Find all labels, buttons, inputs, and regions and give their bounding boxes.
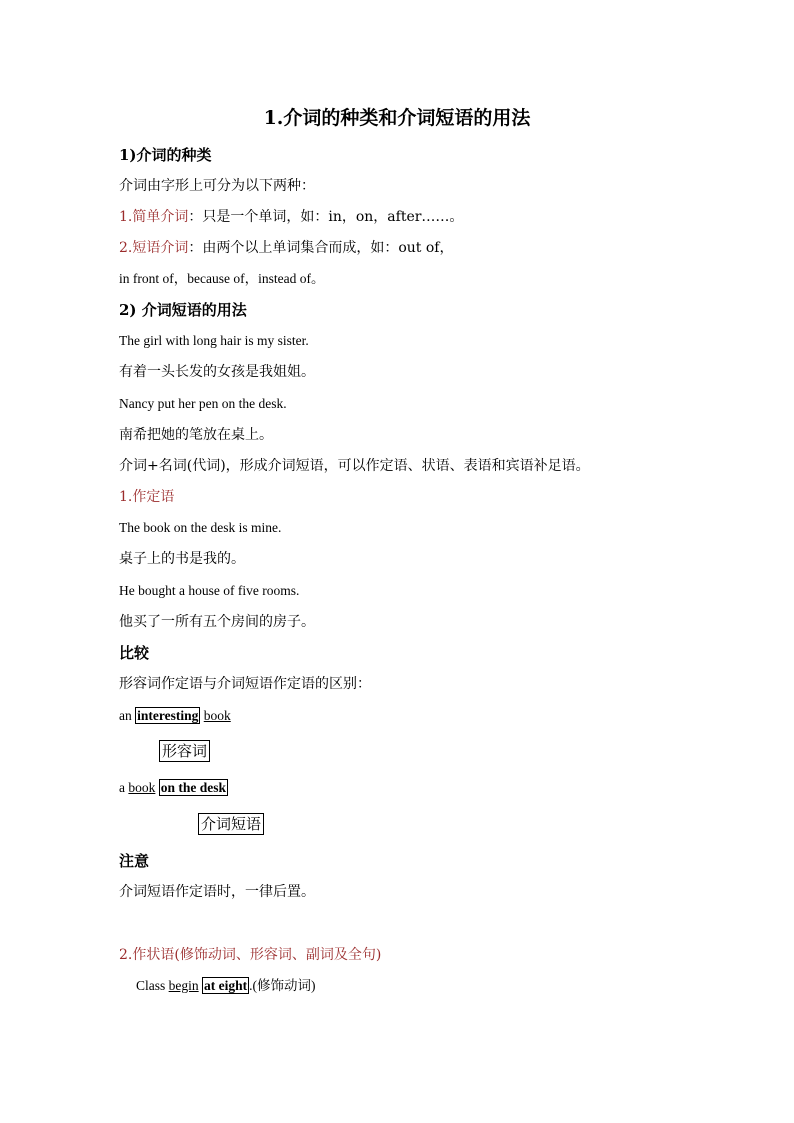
example-sentence-en: The girl with long hair is my sister.: [119, 333, 309, 348]
example-sentence-en: Nancy put her pen on the desk.: [119, 396, 287, 411]
phrase-preposition-line: [119, 238, 454, 258]
simple-preposition-text: ：只是一个单词，如：in，on，after……。: [188, 209, 464, 225]
usage-rule: 介词+名词(代词)，形成介词短语，可以作定语、状语、表语和宾语补足语。: [119, 458, 590, 474]
article: an: [119, 708, 132, 723]
section-heading-usage: 2) 介词短语的用法: [119, 301, 247, 319]
subject-word: Class: [136, 978, 166, 993]
boxed-phrase: at eight: [204, 978, 248, 993]
boxed-phrase: on the desk: [160, 780, 227, 795]
types-intro: 介词由字形上可分为以下两种：: [119, 178, 315, 194]
example-sentence-cn: 有着一头长发的女孩是我姐姐。: [119, 364, 315, 380]
example-sentence-en: The book on the desk is mine.: [119, 520, 282, 535]
note-text: 介词短语作定语时，一律后置。: [119, 884, 315, 900]
underlined-verb: begin: [168, 978, 199, 993]
phrase-preposition-text: ：由两个以上单词集合而成，如：out of，: [188, 240, 454, 256]
phrase-preposition-label: 短语介词: [132, 240, 189, 256]
subsection-heading-attribute: 1.作定语: [119, 489, 175, 505]
section-heading-types: 1)介词的种类: [119, 146, 212, 164]
example-sentence-en: He bought a house of five rooms.: [119, 583, 300, 598]
boxed-word: interesting: [137, 708, 199, 723]
item-number: 2.: [119, 240, 133, 256]
item-number: 1.: [119, 209, 133, 225]
underlined-word: book: [128, 780, 156, 795]
example-sentence-cn: 他买了一所有五个房间的房子。: [119, 614, 315, 630]
compare-example-adjective: [119, 706, 231, 726]
example-note: .(修饰动词): [249, 978, 316, 993]
simple-preposition-label: 简单介词: [132, 209, 189, 225]
compare-example-phrase: [119, 778, 228, 798]
article: a: [119, 780, 125, 795]
simple-preposition-line: [119, 207, 463, 227]
adverbial-example: [136, 976, 316, 996]
subsection-heading-adverbial: 2.作状语(修饰动词、形容词、副词及全句): [119, 947, 382, 963]
adjective-tag-box: 形容词: [159, 740, 210, 762]
example-sentence-cn: 桌子上的书是我的。: [119, 551, 245, 567]
compare-heading: 比较: [119, 644, 150, 662]
example-sentence-cn: 南希把她的笔放在桌上。: [119, 427, 273, 443]
compare-text: 形容词作定语与介词短语作定语的区别：: [119, 676, 371, 692]
underlined-word: book: [203, 708, 231, 723]
phrase-tag-box: 介词短语: [198, 813, 264, 835]
note-heading: 注意: [119, 852, 150, 870]
phrase-preposition-continued: in front of，because of，instead of。: [119, 271, 325, 286]
page-title: 1.介词的种类和介词短语的用法: [263, 107, 531, 129]
